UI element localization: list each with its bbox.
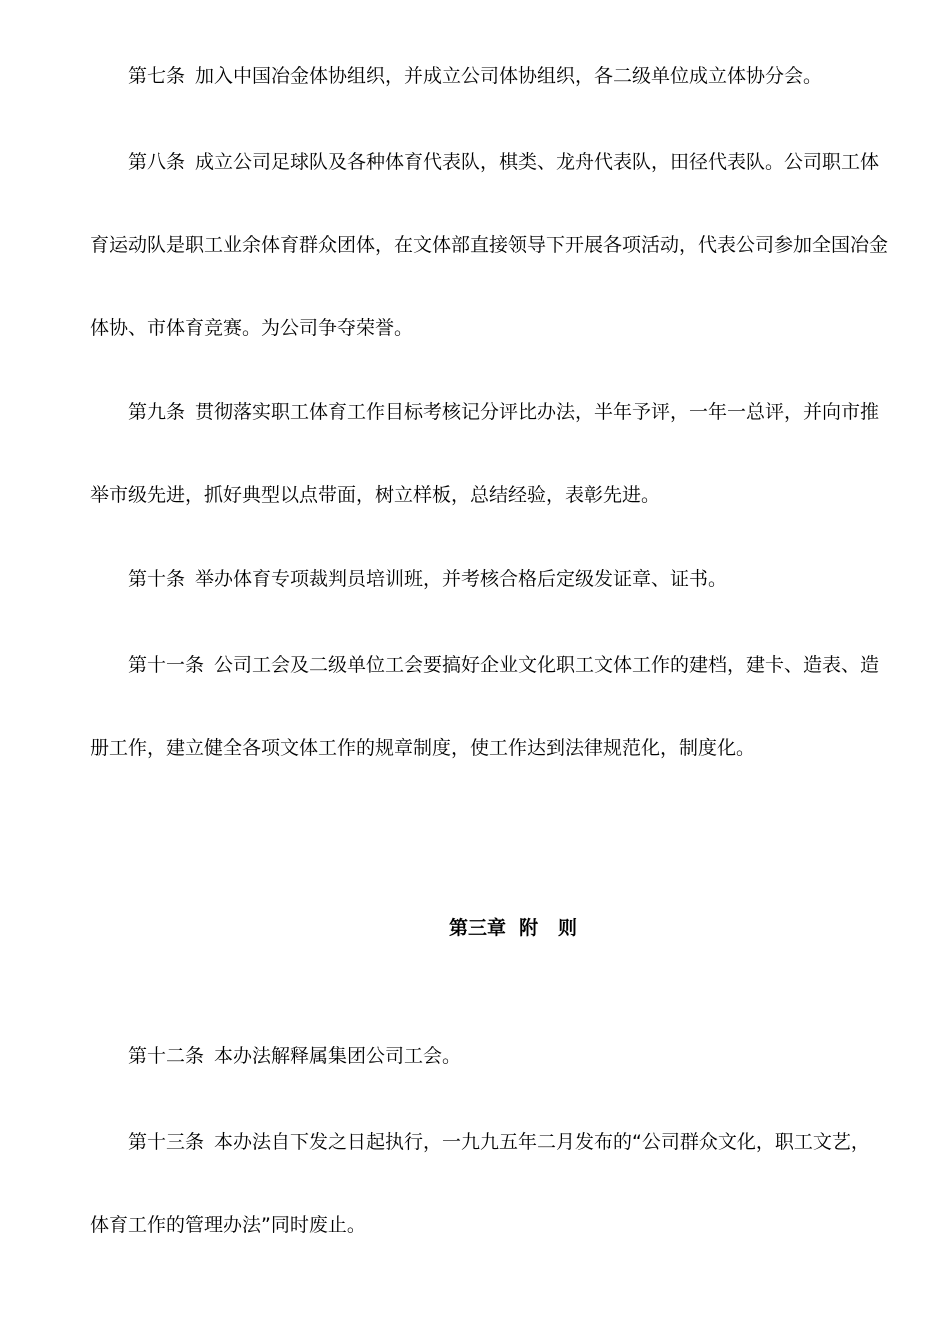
article-9-line-1 bbox=[128, 400, 902, 424]
article-label: 第七条 bbox=[128, 65, 186, 87]
article-label: 第八条 bbox=[128, 151, 186, 173]
article-label: 第十条 bbox=[128, 568, 186, 590]
article-9-line-2: 举市级先进，抓好典型以点带面，树立样板，总结经验，表彰先进。 bbox=[90, 484, 661, 506]
article-text: 贯彻落实职工体育工作目标考核记分评比办法，半年予评，一年一总评，并向市推 bbox=[195, 401, 880, 423]
article-label: 第十三条 bbox=[128, 1131, 205, 1153]
article-text: 加入中国冶金体协组织，并成立公司体协组织，各二级单位成立体协分会。 bbox=[195, 65, 823, 87]
article-8-line-1 bbox=[128, 150, 902, 174]
article-text: 成立公司足球队及各种体育代表队，棋类、龙舟代表队，田径代表队。公司职工体 bbox=[195, 151, 880, 173]
article-8-line-3: 体协、市体育竞赛。为公司争夺荣誉。 bbox=[90, 317, 414, 339]
article-text: 公司工会及二级单位工会要搞好企业文化职工文体工作的建档，建卡、造表、造 bbox=[214, 654, 880, 676]
article-13-line-2: 体育工作的管理办法”同时废止。 bbox=[90, 1214, 366, 1236]
article-7-line-1 bbox=[128, 64, 902, 88]
article-label: 第十一条 bbox=[128, 654, 205, 676]
article-12-line-1 bbox=[128, 1044, 902, 1068]
article-11-line-2: 册工作，建立健全各项文体工作的规章制度，使工作达到法律规范化，制度化。 bbox=[90, 737, 756, 759]
article-8-line-2: 育运动队是职工业余体育群众团体，在文体部直接领导下开展各项活动，代表公司参加全国冶金 bbox=[90, 234, 889, 256]
article-text: 举办体育专项裁判员培训班，并考核合格后定级发证章、证书。 bbox=[195, 568, 728, 590]
article-10-line-1 bbox=[128, 567, 902, 591]
article-text: 本办法自下发之日起执行，一九九五年二月发布的“公司群众文化，职工文艺， bbox=[214, 1131, 870, 1153]
article-11-line-1 bbox=[128, 653, 902, 677]
article-label: 第九条 bbox=[128, 401, 186, 423]
article-label: 第十二条 bbox=[128, 1045, 205, 1067]
article-text: 本办法解释属集团公司工会。 bbox=[214, 1045, 462, 1067]
chapter-heading: 第三章 附 则 bbox=[448, 917, 578, 939]
article-13-line-1 bbox=[128, 1130, 902, 1154]
